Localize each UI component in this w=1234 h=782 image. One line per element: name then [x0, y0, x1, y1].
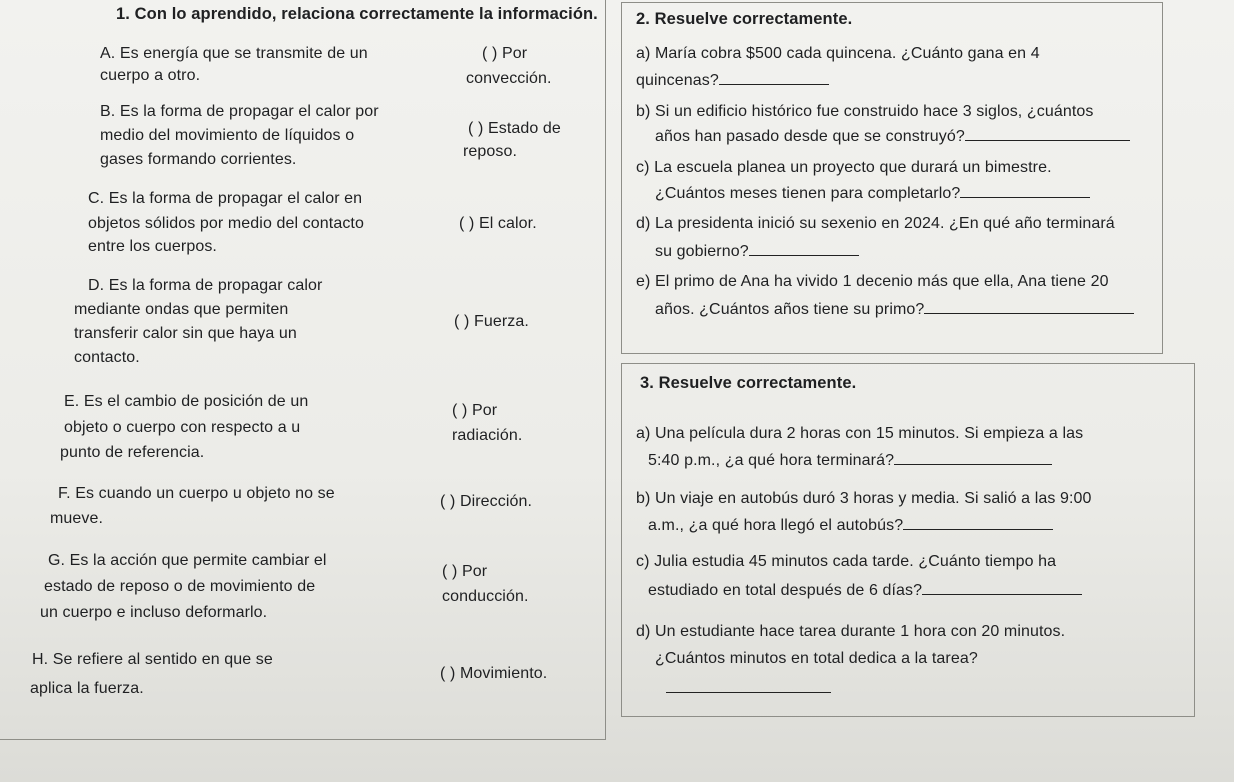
- answer-blank[interactable]: [922, 580, 1082, 595]
- answer-blank[interactable]: [903, 515, 1053, 530]
- answer-blank[interactable]: [666, 678, 831, 693]
- answer-blank[interactable]: [894, 450, 1052, 465]
- section3-title: 3. Resuelve correctamente.: [640, 374, 857, 392]
- answer-blank[interactable]: [965, 126, 1130, 141]
- section2-title: 2. Resuelve correctamente.: [636, 10, 853, 28]
- section1-title: 1. Con lo aprendido, relaciona correctamente la información.: [116, 5, 598, 23]
- answer-blank[interactable]: [924, 299, 1134, 314]
- answer-blank[interactable]: [719, 70, 829, 85]
- answer-blank[interactable]: [960, 183, 1090, 198]
- answer-blank[interactable]: [749, 241, 859, 256]
